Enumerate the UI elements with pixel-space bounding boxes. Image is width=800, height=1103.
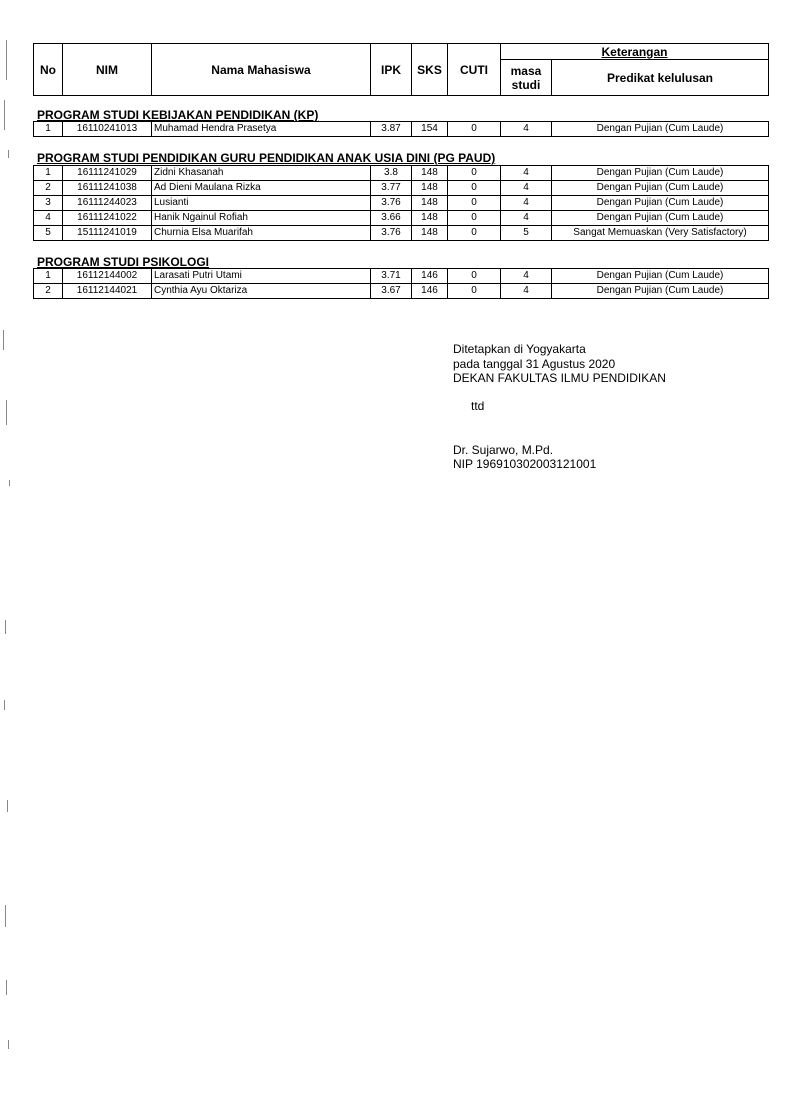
cell-ipk: 3.66: [371, 211, 412, 226]
signature-position: DEKAN FAKULTAS ILMU PENDIDIKAN: [453, 371, 666, 385]
cell-nim: 16111241038: [63, 181, 152, 196]
cell-predikat: Dengan Pujian (Cum Laude): [552, 122, 769, 137]
cell-predikat: Dengan Pujian (Cum Laude): [552, 166, 769, 181]
table-row: [34, 181, 769, 196]
cell-nim: 16112144002: [63, 269, 152, 284]
cell-cuti: 0: [448, 269, 501, 284]
cell-nama: Lusianti: [152, 196, 371, 211]
cell-nim: 16112144021: [63, 284, 152, 299]
cell-nim: 16111241022: [63, 211, 152, 226]
col-header-nim: NIM: [63, 44, 152, 96]
cell-masa: 4: [501, 166, 552, 181]
section-title-kp: PROGRAM STUDI KEBIJAKAN PENDIDIKAN (KP): [37, 108, 319, 122]
header-table: [33, 43, 769, 96]
table-pgpaud: [33, 165, 769, 241]
cell-sks: 148: [412, 166, 448, 181]
cell-no: 2: [34, 181, 63, 196]
section-title-pgpaud: PROGRAM STUDI PENDIDIKAN GURU PENDIDIKAN ANAK USIA DINI (PG PAUD): [37, 151, 496, 165]
cell-nama: Cynthia Ayu Oktariza: [152, 284, 371, 299]
signature-date: pada tanggal 31 Agustus 2020: [453, 357, 616, 371]
cell-cuti: 0: [448, 196, 501, 211]
signature-ttd: ttd: [471, 399, 485, 413]
cell-sks: 148: [412, 226, 448, 241]
cell-ipk: 3.76: [371, 226, 412, 241]
cell-nim: 16111241029: [63, 166, 152, 181]
cell-cuti: 0: [448, 226, 501, 241]
col-header-sks: SKS: [412, 44, 448, 96]
section-title-psikologi: PROGRAM STUDI PSIKOLOGI: [37, 255, 210, 269]
table-psikologi: [33, 268, 769, 299]
cell-ipk: 3.77: [371, 181, 412, 196]
table-row: [34, 122, 769, 137]
cell-ipk: 3.87: [371, 122, 412, 137]
cell-ipk: 3.67: [371, 284, 412, 299]
cell-masa: 4: [501, 122, 552, 137]
cell-cuti: 0: [448, 166, 501, 181]
cell-predikat: Dengan Pujian (Cum Laude): [552, 269, 769, 284]
cell-no: 4: [34, 211, 63, 226]
cell-sks: 146: [412, 269, 448, 284]
cell-nama: Zidni Khasanah: [152, 166, 371, 181]
cell-no: 1: [34, 122, 63, 137]
cell-nama: Hanik Ngainul Rofiah: [152, 211, 371, 226]
signature-nip: NIP 196910302003121001: [453, 457, 597, 471]
cell-ipk: 3.8: [371, 166, 412, 181]
cell-no: 1: [34, 166, 63, 181]
col-header-masa-studi: masa studi: [501, 60, 552, 96]
cell-masa: 4: [501, 181, 552, 196]
cell-masa: 4: [501, 211, 552, 226]
cell-ipk: 3.71: [371, 269, 412, 284]
table-row: [34, 196, 769, 211]
signature-place: Ditetapkan di Yogyakarta: [453, 342, 586, 356]
cell-masa: 4: [501, 269, 552, 284]
cell-no: 5: [34, 226, 63, 241]
cell-cuti: 0: [448, 181, 501, 196]
cell-cuti: 0: [448, 211, 501, 226]
col-header-cuti: CUTI: [448, 44, 501, 96]
cell-nama: Churnia Elsa Muarifah: [152, 226, 371, 241]
table-row: [34, 226, 769, 241]
cell-no: 3: [34, 196, 63, 211]
cell-nim: 15111241019: [63, 226, 152, 241]
cell-sks: 148: [412, 196, 448, 211]
signature-name: Dr. Sujarwo, M.Pd.: [453, 443, 554, 457]
cell-predikat: Dengan Pujian (Cum Laude): [552, 196, 769, 211]
cell-sks: 146: [412, 284, 448, 299]
cell-sks: 154: [412, 122, 448, 137]
cell-nama: Ad Dieni Maulana Rizka: [152, 181, 371, 196]
col-header-predikat: Predikat kelulusan: [552, 60, 769, 96]
table-row: [34, 166, 769, 181]
cell-predikat: Sangat Memuaskan (Very Satisfactory): [552, 226, 769, 241]
cell-nim: 16111244023: [63, 196, 152, 211]
cell-predikat: Dengan Pujian (Cum Laude): [552, 284, 769, 299]
cell-nim: 16110241013: [63, 122, 152, 137]
cell-predikat: Dengan Pujian (Cum Laude): [552, 211, 769, 226]
cell-masa: 4: [501, 196, 552, 211]
cell-ipk: 3.76: [371, 196, 412, 211]
col-header-ipk: IPK: [371, 44, 412, 96]
cell-sks: 148: [412, 211, 448, 226]
table-row: [34, 284, 769, 299]
cell-no: 2: [34, 284, 63, 299]
cell-no: 1: [34, 269, 63, 284]
col-header-no: No: [34, 44, 63, 96]
col-header-nama: Nama Mahasiswa: [152, 44, 371, 96]
cell-cuti: 0: [448, 284, 501, 299]
table-kp: [33, 121, 769, 137]
table-row: [34, 269, 769, 284]
cell-nama: Larasati Putri Utami: [152, 269, 371, 284]
table-row: [34, 211, 769, 226]
cell-cuti: 0: [448, 122, 501, 137]
cell-nama: Muhamad Hendra Prasetya: [152, 122, 371, 137]
cell-predikat: Dengan Pujian (Cum Laude): [552, 181, 769, 196]
cell-masa: 4: [501, 284, 552, 299]
cell-sks: 148: [412, 181, 448, 196]
cell-masa: 5: [501, 226, 552, 241]
col-header-keterangan: Keterangan: [501, 44, 769, 60]
